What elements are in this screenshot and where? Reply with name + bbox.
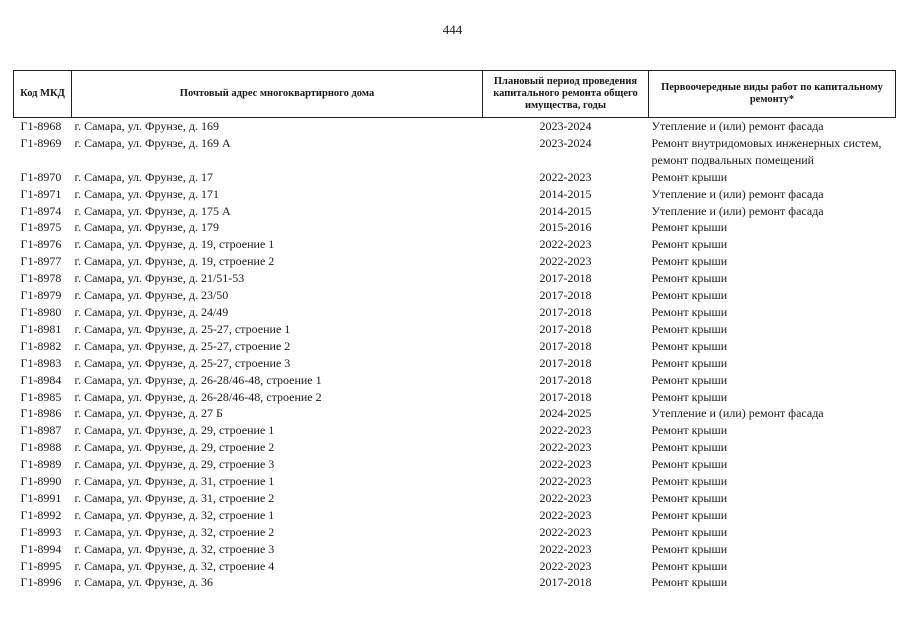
table-row [14, 304, 896, 321]
table-row [14, 372, 896, 389]
cell-works: Ремонт крыши [651, 220, 728, 235]
cell-period: 2022-2023 [539, 423, 592, 438]
cell-code: Г1-8968 [20, 119, 62, 133]
cell-works: Ремонт крыши [651, 372, 728, 387]
cell-period: 2022-2023 [539, 541, 592, 556]
table-row [14, 405, 896, 422]
cell-works: Ремонт крыши [651, 237, 728, 252]
cell-address: г. Самара, ул. Фрунзе, д. 19, строение 2 [74, 254, 275, 269]
header-works: Первоочередные виды работ по капитальному ремонту* [649, 71, 896, 118]
table-row [14, 490, 896, 507]
cell-code: Г1-8986 [20, 406, 62, 421]
cell-period: 2023-2024 [539, 135, 592, 150]
cell-code: Г1-8971 [20, 186, 62, 201]
cell-address: г. Самара, ул. Фрунзе, д. 171 [74, 186, 219, 201]
cell-period: 2017-2018 [539, 321, 592, 336]
cell-code: Г1-8981 [20, 321, 62, 336]
cell-code: Г1-8982 [20, 338, 62, 353]
cell-period: 2022-2023 [539, 440, 592, 455]
table-row [14, 558, 896, 575]
cell-period: 2017-2018 [539, 575, 592, 590]
cell-period: 2017-2018 [539, 355, 592, 370]
table-row [14, 389, 896, 406]
cell-address: г. Самара, ул. Фрунзе, д. 36 [74, 575, 213, 590]
header-row [14, 71, 896, 118]
cell-address: г. Самара, ул. Фрунзе, д. 179 [74, 220, 219, 235]
table-body [14, 118, 896, 592]
cell-code: Г1-8992 [20, 507, 62, 522]
header-code: Код МКД [14, 71, 72, 118]
cell-address: г. Самара, ул. Фрунзе, д. 26-28/46-48, строение 2 [74, 389, 322, 404]
cell-code: Г1-8979 [20, 288, 62, 303]
header-period: Плановый период проведения капитального ремонта общего имущества, годы [483, 71, 649, 118]
cell-address: г. Самара, ул. Фрунзе, д. 27 Б [74, 406, 223, 421]
cell-works: Ремонт крыши [651, 338, 728, 353]
cell-period: 2017-2018 [539, 389, 592, 404]
cell-period: 2022-2023 [539, 507, 592, 522]
cell-period: 2022-2023 [539, 524, 592, 539]
cell-address: г. Самара, ул. Фрунзе, д. 24/49 [74, 304, 229, 319]
cell-works: Ремонт крыши [651, 423, 728, 438]
page-number: 444 [442, 22, 463, 37]
cell-works: Ремонт крыши [651, 389, 728, 404]
cell-code: Г1-8978 [20, 271, 62, 286]
cell-code: Г1-8975 [20, 220, 62, 235]
cell-works: Ремонт крыши [651, 524, 728, 539]
cell-code: Г1-8994 [20, 541, 62, 556]
cell-code: Г1-8983 [20, 355, 62, 370]
cell-works: Ремонт крыши [651, 271, 728, 286]
cell-code: Г1-8980 [20, 304, 62, 319]
cell-address: г. Самара, ул. Фрунзе, д. 32, строение 4 [74, 558, 275, 573]
cell-address: г. Самара, ул. Фрунзе, д. 17 [74, 169, 213, 184]
table-row [14, 473, 896, 490]
table-row [14, 422, 896, 439]
cell-works: Утепление и (или) ремонт фасада [651, 406, 824, 421]
table-row [14, 203, 896, 220]
cell-address: г. Самара, ул. Фрунзе, д. 175 А [74, 203, 231, 218]
cell-code: Г1-8988 [20, 440, 62, 455]
cell-works: Ремонт крыши [651, 440, 728, 455]
table-row [14, 169, 896, 186]
cell-code: Г1-8969 [20, 135, 62, 150]
header-address: Почтовый адрес многоквартирного дома [72, 71, 483, 118]
cell-works: Ремонт крыши [651, 558, 728, 573]
table-row [14, 219, 896, 236]
cell-code: Г1-8993 [20, 524, 62, 539]
cell-code: Г1-8985 [20, 389, 62, 404]
cell-period: 2022-2023 [539, 558, 592, 573]
cell-works: Утепление и (или) ремонт фасада [651, 203, 824, 218]
cell-code: Г1-8987 [20, 423, 62, 438]
cell-code: Г1-8976 [20, 237, 62, 252]
cell-code: Г1-8996 [20, 575, 62, 590]
cell-period: 2017-2018 [539, 338, 592, 353]
cell-works: Ремонт крыши [651, 490, 728, 505]
table-row [14, 439, 896, 456]
table-row [14, 287, 896, 304]
cell-address: г. Самара, ул. Фрунзе, д. 19, строение 1 [74, 237, 275, 252]
cell-address: г. Самара, ул. Фрунзе, д. 169 [74, 119, 219, 133]
table-row [14, 270, 896, 287]
cell-period: 2022-2023 [539, 457, 592, 472]
table-row [14, 338, 896, 355]
table-row [14, 541, 896, 558]
cell-works: Ремонт крыши [651, 169, 728, 184]
cell-works: Ремонт крыши [651, 575, 728, 590]
cell-address: г. Самара, ул. Фрунзе, д. 23/50 [74, 288, 229, 303]
cell-address: г. Самара, ул. Фрунзе, д. 32, строение 3 [74, 541, 275, 556]
cell-period: 2022-2023 [539, 474, 592, 489]
cell-address: г. Самара, ул. Фрунзе, д. 31, строение 1 [74, 474, 275, 489]
cell-period: 2024-2025 [539, 406, 592, 421]
cell-code: Г1-8974 [20, 203, 62, 218]
cell-works: Утепление и (или) ремонт фасада [651, 119, 824, 133]
cell-address: г. Самара, ул. Фрунзе, д. 26-28/46-48, строение 1 [74, 372, 322, 387]
cell-code: Г1-8989 [20, 457, 62, 472]
cell-period: 2017-2018 [539, 271, 592, 286]
cell-works: Ремонт крыши [651, 507, 728, 522]
table-row [14, 186, 896, 203]
cell-works: Ремонт крыши [651, 541, 728, 556]
cell-address: г. Самара, ул. Фрунзе, д. 29, строение 1 [74, 423, 275, 438]
cell-address: г. Самара, ул. Фрунзе, д. 32, строение 1 [74, 507, 275, 522]
cell-period: 2015-2016 [539, 220, 592, 235]
table-row [14, 118, 896, 135]
cell-code: Г1-8991 [20, 490, 62, 505]
cell-address: г. Самара, ул. Фрунзе, д. 31, строение 2 [74, 490, 275, 505]
cell-works: Ремонт крыши [651, 288, 728, 303]
table-row [14, 236, 896, 253]
cell-period: 2017-2018 [539, 288, 592, 303]
table-row [14, 253, 896, 270]
capital-repair-table [13, 70, 896, 591]
table-row [14, 524, 896, 541]
cell-works: Ремонт крыши [651, 304, 728, 319]
cell-period: 2017-2018 [539, 304, 592, 319]
cell-address: г. Самара, ул. Фрунзе, д. 29, строение 3 [74, 457, 275, 472]
cell-address: г. Самара, ул. Фрунзе, д. 25-27, строение 1 [74, 321, 291, 336]
cell-period: 2022-2023 [539, 490, 592, 505]
cell-works: Ремонт крыши [651, 355, 728, 370]
cell-works: Ремонт крыши [651, 321, 728, 336]
cell-code: Г1-8990 [20, 474, 62, 489]
table-row [14, 135, 896, 169]
cell-address: г. Самара, ул. Фрунзе, д. 32, строение 2 [74, 524, 275, 539]
table-row [14, 355, 896, 372]
table-header [14, 71, 896, 118]
cell-period: 2022-2023 [539, 254, 592, 269]
cell-period: 2022-2023 [539, 169, 592, 184]
table-row [14, 507, 896, 524]
cell-code: Г1-8984 [20, 372, 62, 387]
table-row [14, 321, 896, 338]
cell-works: Ремонт крыши [651, 457, 728, 472]
cell-code: Г1-8977 [20, 254, 62, 269]
cell-period: 2017-2018 [539, 372, 592, 387]
cell-address: г. Самара, ул. Фрунзе, д. 25-27, строение 2 [74, 338, 291, 353]
cell-code: Г1-8970 [20, 169, 62, 184]
cell-period: 2022-2023 [539, 237, 592, 252]
cell-address: г. Самара, ул. Фрунзе, д. 25-27, строение 3 [74, 355, 291, 370]
cell-address: г. Самара, ул. Фрунзе, д. 169 А [74, 135, 231, 150]
cell-code: Г1-8995 [20, 558, 62, 573]
cell-period: 2014-2015 [539, 203, 592, 218]
cell-works: Ремонт крыши [651, 254, 728, 269]
table-row [14, 574, 896, 591]
cell-works: Ремонт внутридомовых инженерных систем, ремонт подвальных помещений [651, 135, 882, 167]
cell-address: г. Самара, ул. Фрунзе, д. 29, строение 2 [74, 440, 275, 455]
cell-period: 2014-2015 [539, 186, 592, 201]
cell-works: Утепление и (или) ремонт фасада [651, 186, 824, 201]
cell-period: 2023-2024 [539, 119, 592, 133]
cell-works: Ремонт крыши [651, 474, 728, 489]
table-row [14, 456, 896, 473]
cell-address: г. Самара, ул. Фрунзе, д. 21/51-53 [74, 271, 245, 286]
